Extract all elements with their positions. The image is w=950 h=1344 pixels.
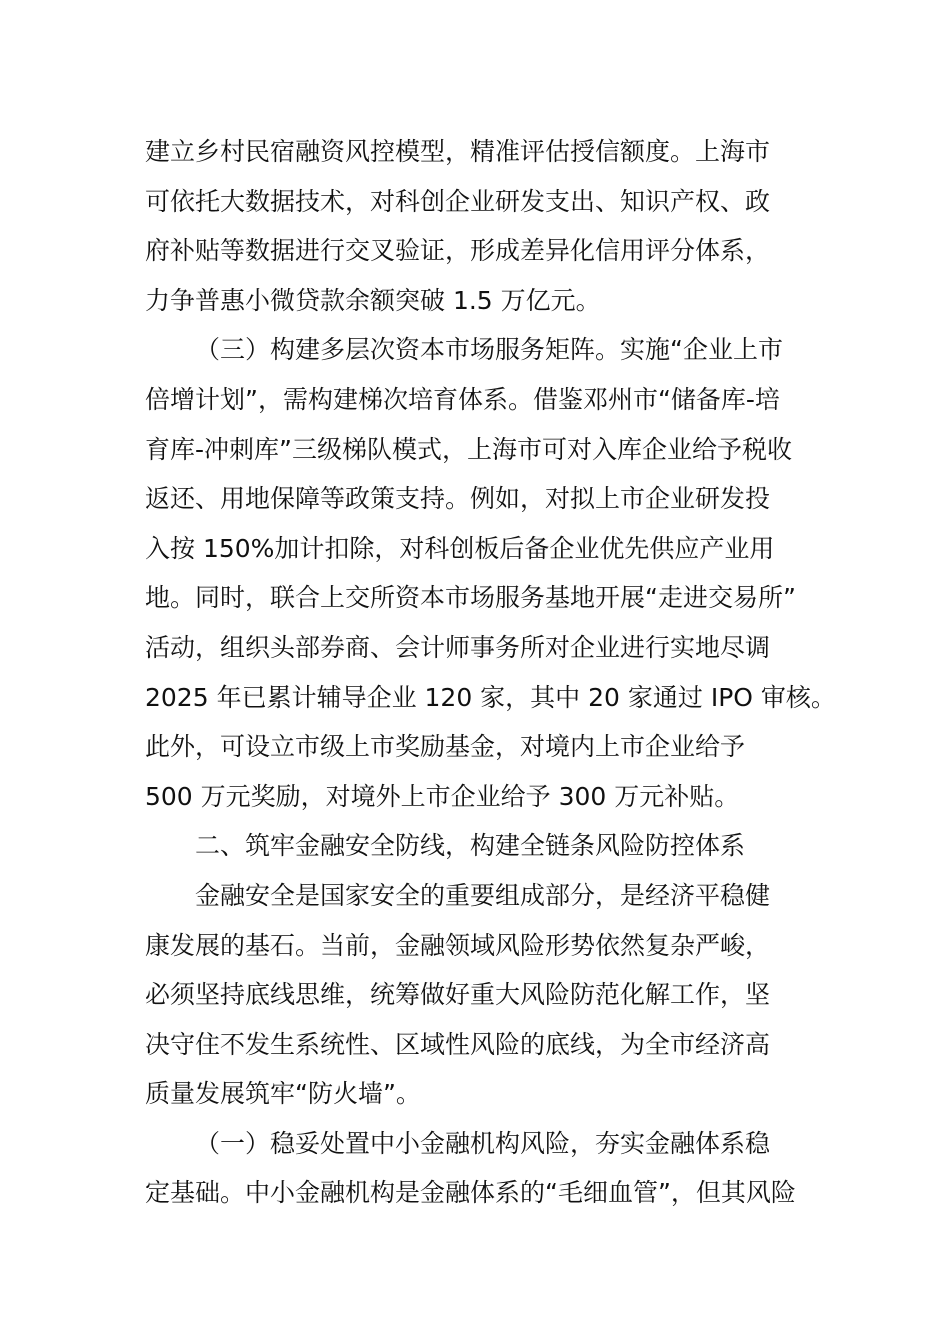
text-line: 府补贴等数据进行交叉验证，形成差异化信用评分体系， — [145, 236, 771, 266]
text-line: 育库-冲刺库”三级梯队模式，上海市可对入库企业给予税收 — [145, 434, 792, 464]
text-line: 决守住不发生系统性、区域性风险的底线，为全市经济高 — [145, 1029, 771, 1059]
paragraph-start-line: （一）稳妥处置中小金融机构风险，夯实金融体系稳 — [195, 1128, 771, 1158]
text-line: 此外，可设立市级上市奖励基金，对境内上市企业给予 — [145, 732, 746, 762]
text-line: 入按 150%加计扣除，对科创板后备企业优先供应产业用 — [145, 533, 775, 563]
text-line: 地。同时，联合上交所资本市场服务基地开展“走进交易所” — [145, 583, 796, 613]
paragraph-start-line: （三）构建多层次资本市场服务矩阵。实施“企业上市 — [195, 335, 783, 365]
paragraph-start-line: 金融安全是国家安全的重要组成部分，是经济平稳健 — [195, 880, 771, 910]
text-line: 2025 年已累计辅导企业 120 家，其中 20 家通过 IPO 审核。 — [145, 682, 836, 712]
text-line: 质量发展筑牢“防火墙”。 — [145, 1079, 421, 1109]
text-line: 可依托大数据技术，对科创企业研发支出、知识产权、政 — [145, 186, 771, 216]
text-line: 必须坚持底线思维，统筹做好重大风险防范化解工作，坚 — [145, 980, 771, 1010]
section-heading: 二、筑牢金融安全防线，构建全链条风险防控体系 — [195, 831, 746, 861]
text-line: 500 万元奖励，对境外上市企业给予 300 万元补贴。 — [145, 781, 740, 811]
text-line: 倍增计划”，需构建梯次培育体系。借鉴邓州市“储备库-培 — [145, 384, 780, 414]
text-line: 定基础。中小金融机构是金融体系的“毛细血管”，但其风险 — [145, 1178, 796, 1208]
text-line: 活动，组织头部券商、会计师事务所对企业进行实地尽调 — [145, 632, 771, 662]
text-line: 康发展的基石。当前，金融领域风险形势依然复杂严峻， — [145, 930, 771, 960]
text-line: 返还、用地保障等政策支持。例如，对拟上市企业研发投 — [145, 484, 771, 514]
document-page — [145, 127, 836, 1218]
text-line: 建立乡村民宿融资风控模型，精准评估授信额度。上海市 — [145, 137, 771, 166]
text-line: 力争普惠小微贷款余额突破 1.5 万亿元。 — [145, 285, 601, 315]
